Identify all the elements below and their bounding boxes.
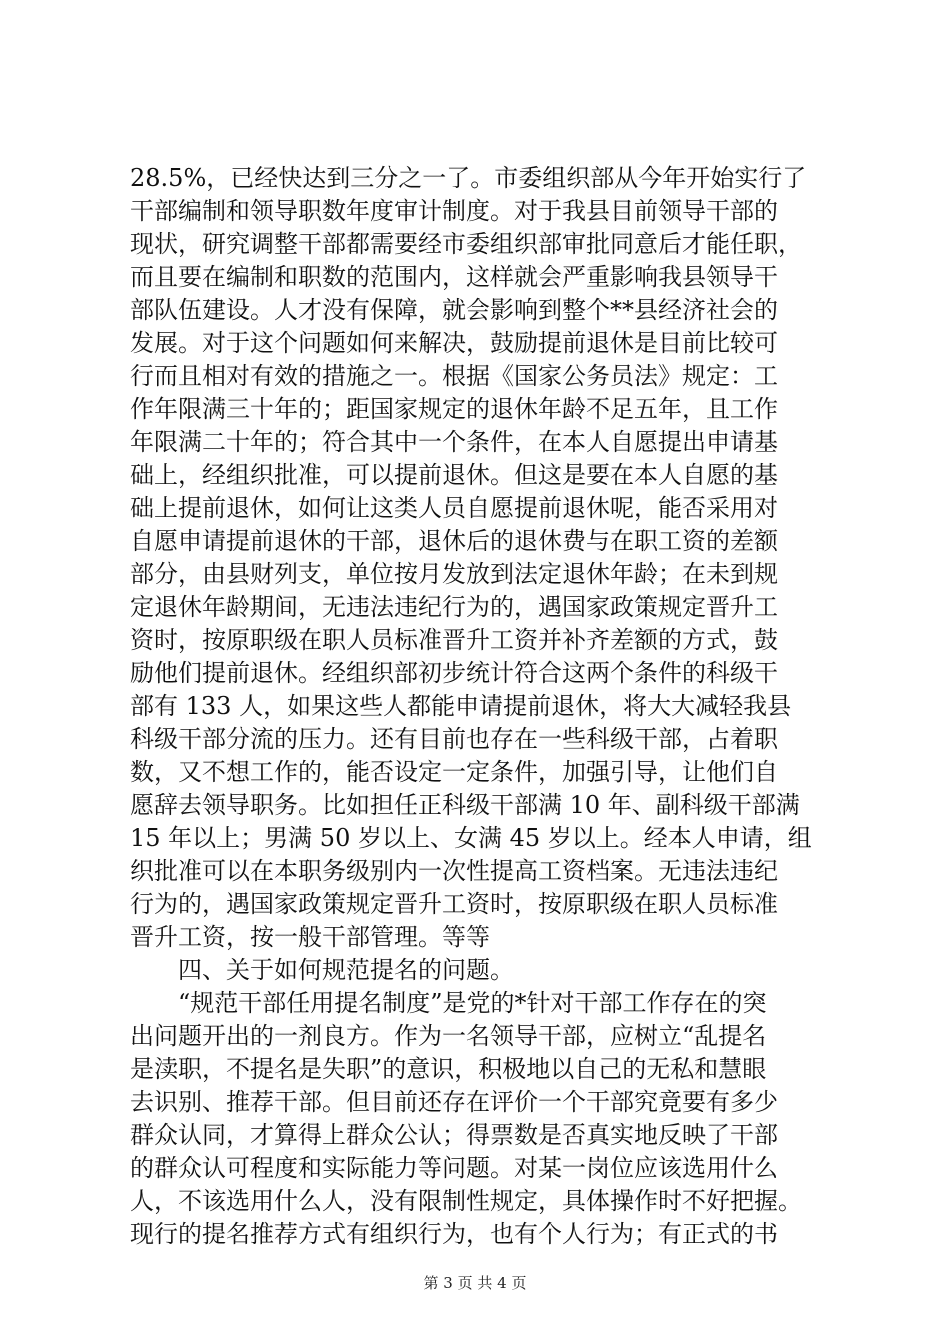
text-line: 资时，按原职级在职人员标准晋升工资并补齐差额的方式，鼓 [130, 626, 778, 654]
text-line: 的群众认可程度和实际能力等问题。对某一岗位应该选用什么 [130, 1154, 778, 1182]
text-line: 础上提前退休，如何让这类人员自愿提前退休呢，能否采用对 [130, 494, 778, 522]
text-line: 自愿申请提前退休的干部，退休后的退休费与在职工资的差额 [130, 527, 778, 555]
text-line: 28.5%，已经快达到三分之一了。市委组织部从今年开始实行了 [130, 164, 807, 192]
text-line: 作年限满三十年的；距国家规定的退休年龄不足五年，且工作 [130, 395, 778, 423]
text-line: 现状，研究调整干部都需要经市委组织部审批同意后才能任职， [130, 230, 802, 258]
text-line: 励他们提前退休。经组织部初步统计符合这两个条件的科级干 [130, 659, 778, 687]
section-heading: 四、关于如何规范提名的问题。 [178, 956, 514, 984]
text-line: 愿辞去领导职务。比如担任正科级干部满 10 年、副科级干部满 [130, 791, 800, 819]
text-line: 部分，由县财列支，单位按月发放到法定退休年龄；在未到规 [130, 560, 778, 588]
text-line: 而且要在编制和职数的范围内，这样就会严重影响我县领导干 [130, 263, 778, 291]
text-line: 定退休年龄期间，无违法违纪行为的，遇国家政策规定晋升工 [130, 593, 778, 621]
text-line: 晋升工资，按一般干部管理。等等 [130, 923, 490, 951]
text-line: 人，不该选用什么人，没有限制性规定，具体操作时不好把握。 [130, 1187, 802, 1215]
text-line: 是渎职，不提名是失职”的意识，积极地以自己的无私和慧眼 [130, 1055, 767, 1083]
text-line: 行而且相对有效的措施之一。根据《国家公务员法》规定：工 [130, 362, 778, 390]
text-line: 15 年以上；男满 50 岁以上、女满 45 岁以上。经本人申请，组 [130, 824, 812, 852]
text-line: 去识别、推荐干部。但目前还存在评价一个干部究竟要有多少 [130, 1088, 778, 1116]
text-line: 础上，经组织批准，可以提前退休。但这是要在本人自愿的基 [130, 461, 778, 489]
text-line: 现行的提名推荐方式有组织行为，也有个人行为；有正式的书 [130, 1220, 778, 1248]
text-line: 出问题开出的一剂良方。作为一名领导干部，应树立“乱提名 [130, 1022, 767, 1050]
text-line: 年限满二十年的；符合其中一个条件，在本人自愿提出申请基 [130, 428, 778, 456]
text-line: 发展。对于这个问题如何来解决，鼓励提前退休是目前比较可 [130, 329, 778, 357]
text-line: 数，又不想工作的，能否设定一定条件，加强引导，让他们自 [130, 758, 778, 786]
page-footer: 第 3 页 共 4 页 [423, 1274, 527, 1292]
body-text [130, 162, 830, 1251]
text-line: 织批准可以在本职务级别内一次性提高工资档案。无违法违纪 [130, 857, 778, 885]
paragraph-first-line: “规范干部任用提名制度”是党的*针对干部工作存在的突 [178, 989, 767, 1017]
text-line: 干部编制和领导职数年度审计制度。对于我县目前领导干部的 [130, 197, 778, 225]
text-line: 部有 133 人，如果这些人都能申请提前退休，将大大减轻我县 [130, 692, 792, 720]
text-line: 部队伍建设。人才没有保障，就会影响到整个**县经济社会的 [130, 296, 778, 324]
text-line: 群众认同，才算得上群众公认；得票数是否真实地反映了干部 [130, 1121, 778, 1149]
text-line: 科级干部分流的压力。还有目前也存在一些科级干部，占着职 [130, 725, 778, 753]
text-line: 行为的，遇国家政策规定晋升工资时，按原职级在职人员标准 [130, 890, 778, 918]
